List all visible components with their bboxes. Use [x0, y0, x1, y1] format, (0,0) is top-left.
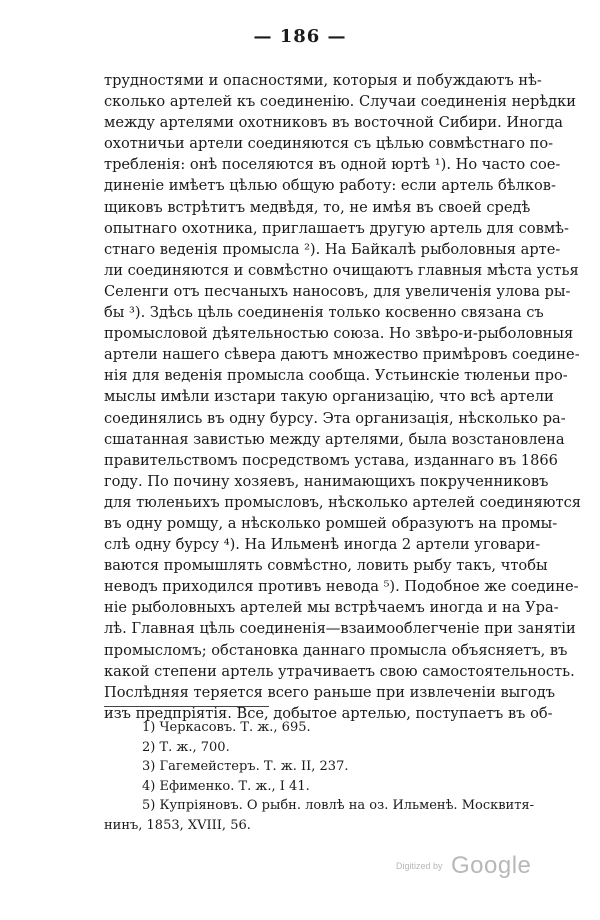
text-line: сшатанная завистью между артелями, была возстановлена: [104, 430, 565, 448]
page-number: — 186 —: [253, 26, 347, 47]
text-line: лѣ. Главная цѣль соединенія—взаимооблегченіе при занятіи: [104, 620, 576, 638]
text-line: для тюленьихъ промысловъ, нѣсколько артелей соединяются: [104, 493, 581, 511]
google-logo: Google: [450, 852, 532, 879]
text-line: бы ³). Здѣсь цѣль соединенія только косвенно связана съ: [104, 304, 544, 322]
footnote-continuation: нинъ, 1853, XVIII, 56.: [104, 817, 251, 833]
text-line: ваются промышлять совмѣстно, ловить рыбу такъ, чтобы: [104, 557, 548, 575]
text-line: опытнаго охотника, приглашаетъ другую артель для совмѣ-: [104, 219, 569, 237]
text-line: слѣ одну бурсу ⁴). На Ильменѣ иногда 2 артели уговари-: [104, 536, 541, 554]
text-line: правительствомъ посредствомъ устава, изданнаго въ 1866: [104, 451, 558, 469]
text-line: диненіе имѣетъ цѣлью общую работу: если артель бѣлков-: [104, 177, 556, 195]
text-line: неводъ приходился противъ невода ⁵). Подобное же соедине-: [104, 578, 579, 596]
footnote: 3) Гагемейстеръ. Т. ж. II, 237.: [142, 759, 349, 774]
text-line: нія для веденія промысла сообща. Устьинскіе тюленьи про-: [104, 367, 568, 385]
text-line: изъ предпріятія. Все, добытое артелью, поступаетъ въ об-: [104, 704, 553, 722]
text-line: щиковъ встрѣтитъ медвѣдя, то, не имѣя въ своей средѣ: [104, 198, 531, 216]
text-line: соединялись въ одну бурсу. Эта организація, нѣсколько ра-: [104, 409, 566, 427]
footnote: 2) Т. ж., 700.: [142, 739, 230, 755]
watermark-caption: Digitized by: [396, 861, 443, 871]
text-line: между артелями охотниковъ въ восточной Сибири. Иногда: [104, 114, 563, 132]
text-line: сколько артелей къ соединенію. Случаи соединенія нерѣдки: [104, 93, 576, 111]
text-line: Послѣдняя теряется всего раньше при извлеченіи выгодъ: [104, 683, 555, 701]
text-line: ли соединяются и совмѣстно очищаютъ главныя мѣста устья: [104, 261, 579, 279]
text-line: мыслы имѣли изстари такую организацію, что всѣ артели: [104, 388, 554, 406]
text-line: промысломъ; обстановка даннаго промысла объясняетъ, въ: [104, 641, 568, 659]
body-text: [104, 70, 581, 724]
text-line: Селенги отъ песчаныхъ наносовъ, для увеличенія улова ры-: [104, 282, 571, 300]
text-line: артели нашего сѣвера даютъ множество примѣровъ соедине-: [104, 346, 580, 364]
text-line: какой степени артель утрачиваетъ свою самостоятельность.: [104, 662, 575, 680]
text-line: промысловой дѣятельностью союза. Но звѣро-и-рыболовныя: [104, 325, 574, 343]
text-line: требленія: онѣ поселяются въ одной юртѣ ¹). Но часто сое-: [104, 156, 561, 174]
text-line: стнаго веденія промысла ²). На Байкалѣ рыболовныя арте-: [104, 240, 561, 258]
text-line: ніе рыболовныхъ артелей мы встрѣчаемъ иногда и на Ура-: [104, 599, 559, 617]
footnote-divider: [104, 706, 269, 707]
footnote: 4) Ефименко. Т. ж., I 41.: [142, 778, 310, 794]
footnotes: [104, 718, 535, 835]
text-line: въ одну ромщу, а нѣсколько ромшей образуютъ на промы-: [104, 514, 558, 532]
footnote: 1) Черкасовъ. Т. ж., 695.: [142, 720, 311, 735]
text-line: трудностями и опасностями, которыя и побуждаютъ нѣ-: [104, 72, 542, 89]
footnote: 5) Купріяновъ. О рыбн. ловлѣ на оз. Ильменѣ. Москвитя-: [142, 798, 535, 813]
text-line: охотничьи артели соединяются съ цѣлью совмѣстнаго по-: [104, 135, 554, 153]
text-line: году. По почину хозяевъ, нанимающихъ покрученниковъ: [104, 472, 549, 490]
digitized-watermark: [396, 852, 531, 880]
